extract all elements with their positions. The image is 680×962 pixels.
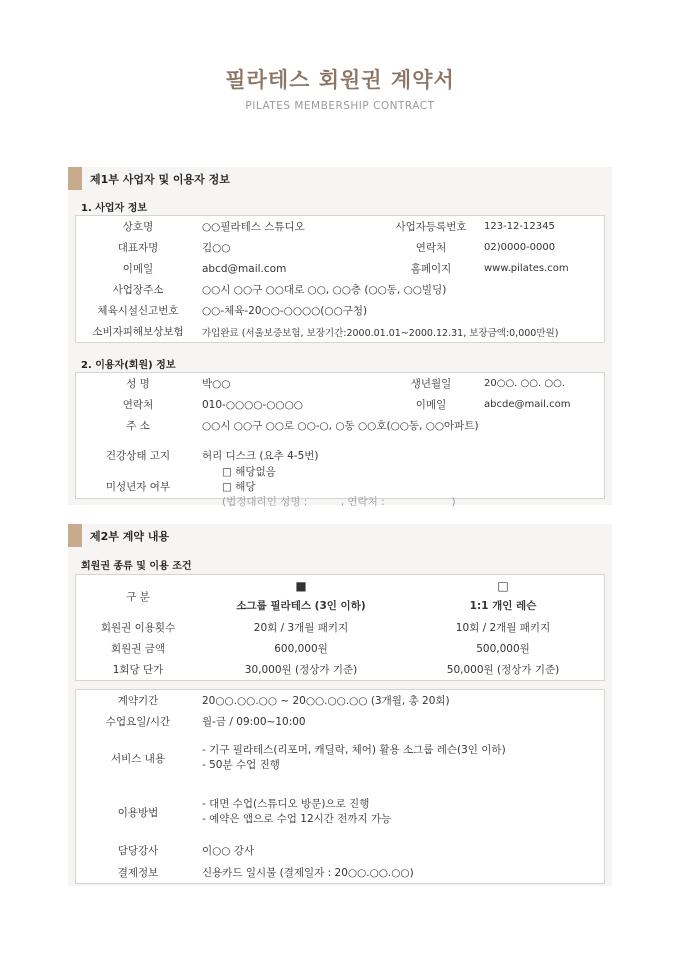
price-small-group: 600,000원 (274, 643, 328, 655)
usage-count-small-group: 20회 / 3개월 패키지 (253, 622, 349, 634)
option-small-group[interactable] (200, 579, 402, 613)
period-value: 20○○.○○.○○ ~ 20○○.○○.○○ (3개월, 총 20회) (202, 695, 450, 707)
table-row (76, 394, 604, 415)
minor-option-none[interactable]: □ 해당없음 (222, 465, 276, 478)
business-phone-label: 연락처 (415, 242, 447, 254)
usage-line: - 예약은 앱으로 수업 12시간 전까지 가능 (202, 813, 392, 825)
membership-table (75, 574, 605, 681)
usage-method-label: 이용방법 (117, 806, 159, 819)
service-label: 서비스 내용 (110, 752, 166, 765)
member-phone-label: 연락처 (122, 399, 154, 411)
payment-value: 신용카드 일시불 (결제일자 : 20○○.○○.○○) (202, 866, 414, 879)
unit-price-private: 50,000원 (정상가 기준) (446, 664, 560, 676)
price-label: 회원권 금액 (110, 643, 166, 655)
usage-count-private: 10회 / 2개월 패키지 (455, 622, 551, 634)
section-accent-bar (68, 167, 82, 190)
birthdate-label: 생년월일 (410, 378, 452, 390)
checked-box-icon: ■ (295, 579, 307, 593)
part1-heading: 제1부 사업자 및 이용자 정보 (90, 172, 230, 186)
table-row (76, 659, 604, 680)
table-row (76, 373, 604, 394)
member-address-value: ○○시 ○○구 ○○로 ○○-○, ○동 ○○호(○○동, ○○아파트) (202, 420, 479, 432)
table-row (76, 216, 604, 237)
member-info-heading: 2. 이용자(회원) 정보 (81, 360, 176, 371)
business-email-label: 이메일 (122, 263, 154, 275)
part1-header (68, 167, 612, 190)
price-private: 500,000원 (476, 643, 530, 655)
health-value: 허리 디스크 (요추 4-5번) (202, 449, 319, 462)
table-row (76, 732, 604, 784)
facility-report-value: ○○-체육-20○○-○○○○(○○구청) (202, 305, 368, 317)
usage-method-value (200, 797, 600, 827)
table-row (76, 638, 604, 659)
membership-heading: 회원권 종류 및 이용 조건 (81, 561, 192, 572)
insurance-label: 소비자피해보상보험 (92, 326, 184, 338)
contract-terms-table (75, 689, 605, 884)
minor-option-yes[interactable]: □ 해당 (222, 480, 256, 493)
representative-value: 김○○ (202, 242, 231, 254)
service-line: - 기구 필라테스(리포머, 캐딜락, 체어) 활용 소그룹 레슨(3인 이하) (202, 744, 506, 756)
facility-report-label: 체육시설신고번호 (97, 305, 179, 317)
homepage-value: www.pilates.com (484, 263, 569, 274)
member-email-value: abcde@mail.com (484, 399, 571, 410)
table-row (76, 690, 604, 711)
representative-label: 대표자명 (117, 242, 159, 254)
member-address-label: 주 소 (126, 420, 150, 432)
member-name-value: 박○○ (202, 378, 231, 390)
unchecked-box-icon: □ (497, 579, 509, 593)
page-subtitle: PILATES MEMBERSHIP CONTRACT (245, 100, 435, 112)
member-phone-value: 010-○○○○-○○○○ (202, 398, 303, 411)
birthdate-value: 20○○. ○○. ○○. (484, 378, 565, 389)
part2-header (68, 524, 612, 547)
homepage-label: 홈페이지 (410, 263, 452, 275)
table-row (76, 415, 604, 436)
guardian-note: (법정대리인 성명 : , 연락처 : ) (222, 495, 456, 508)
business-address-label: 사업장주소 (112, 284, 164, 296)
unit-price-label: 1회당 단가 (112, 664, 164, 676)
unit-price-small-group: 30,000원 (정상가 기준) (244, 664, 358, 676)
usage-count-label: 회원권 이용횟수 (100, 622, 176, 634)
part2-heading: 제2부 계약 내용 (90, 529, 170, 543)
business-phone-value: 02)0000-0000 (484, 242, 556, 253)
business-name-value: ○○필라테스 스튜디오 (202, 221, 305, 233)
member-email-label: 이메일 (415, 399, 447, 411)
business-reg-value: 123-12-12345 (484, 221, 555, 232)
business-info-table (75, 215, 605, 343)
minor-label: 미성년자 여부 (105, 480, 171, 493)
period-label: 계약기간 (117, 695, 159, 707)
business-name-label: 상호명 (122, 221, 154, 233)
service-line: - 50분 수업 진행 (202, 759, 280, 771)
instructor-label: 담당강사 (117, 845, 159, 857)
table-row (76, 300, 604, 321)
business-reg-label: 사업자등록번호 (395, 221, 467, 233)
health-label: 건강상태 고지 (105, 449, 171, 462)
table-row (76, 840, 604, 861)
minor-value (200, 452, 600, 521)
option-private-label: 1:1 개인 레슨 (469, 600, 537, 612)
table-row (76, 711, 604, 732)
section-accent-bar (68, 524, 82, 547)
table-row (76, 321, 604, 342)
table-row (76, 237, 604, 258)
table-row (76, 465, 604, 508)
schedule-label: 수업요일/시간 (105, 716, 171, 728)
table-row (76, 617, 604, 638)
table-row (76, 258, 604, 279)
table-row (76, 861, 604, 883)
service-value (200, 743, 600, 773)
usage-line: - 대면 수업(스튜디오 방문)으로 진행 (202, 798, 370, 810)
member-info-table (75, 372, 605, 508)
member-name-label: 성 명 (126, 378, 150, 390)
instructor-value: 이○○ 강사 (202, 845, 255, 857)
business-email-value: abcd@mail.com (202, 262, 287, 275)
business-info-heading: 1. 사업자 정보 (81, 203, 148, 214)
category-label: 구 분 (126, 590, 150, 603)
payment-label: 결제정보 (117, 866, 159, 879)
option-small-group-label: 소그룹 필라테스 (3인 이하) (236, 600, 366, 612)
table-row (76, 575, 604, 617)
insurance-value: 가입완료 (서울보증보험, 보장기간:2000.01.01~2000.12.31, 보장금액:0,000만원) (202, 327, 559, 339)
option-private[interactable] (402, 579, 604, 613)
page-title: 필라테스 회원권 계약서 (225, 68, 455, 92)
schedule-value: 월-금 / 09:00~10:00 (202, 716, 306, 728)
table-row (76, 784, 604, 840)
table-row (76, 279, 604, 300)
business-address-value: ○○시 ○○구 ○○대로 ○○, ○○층 (○○동, ○○빌딩) (202, 284, 447, 296)
